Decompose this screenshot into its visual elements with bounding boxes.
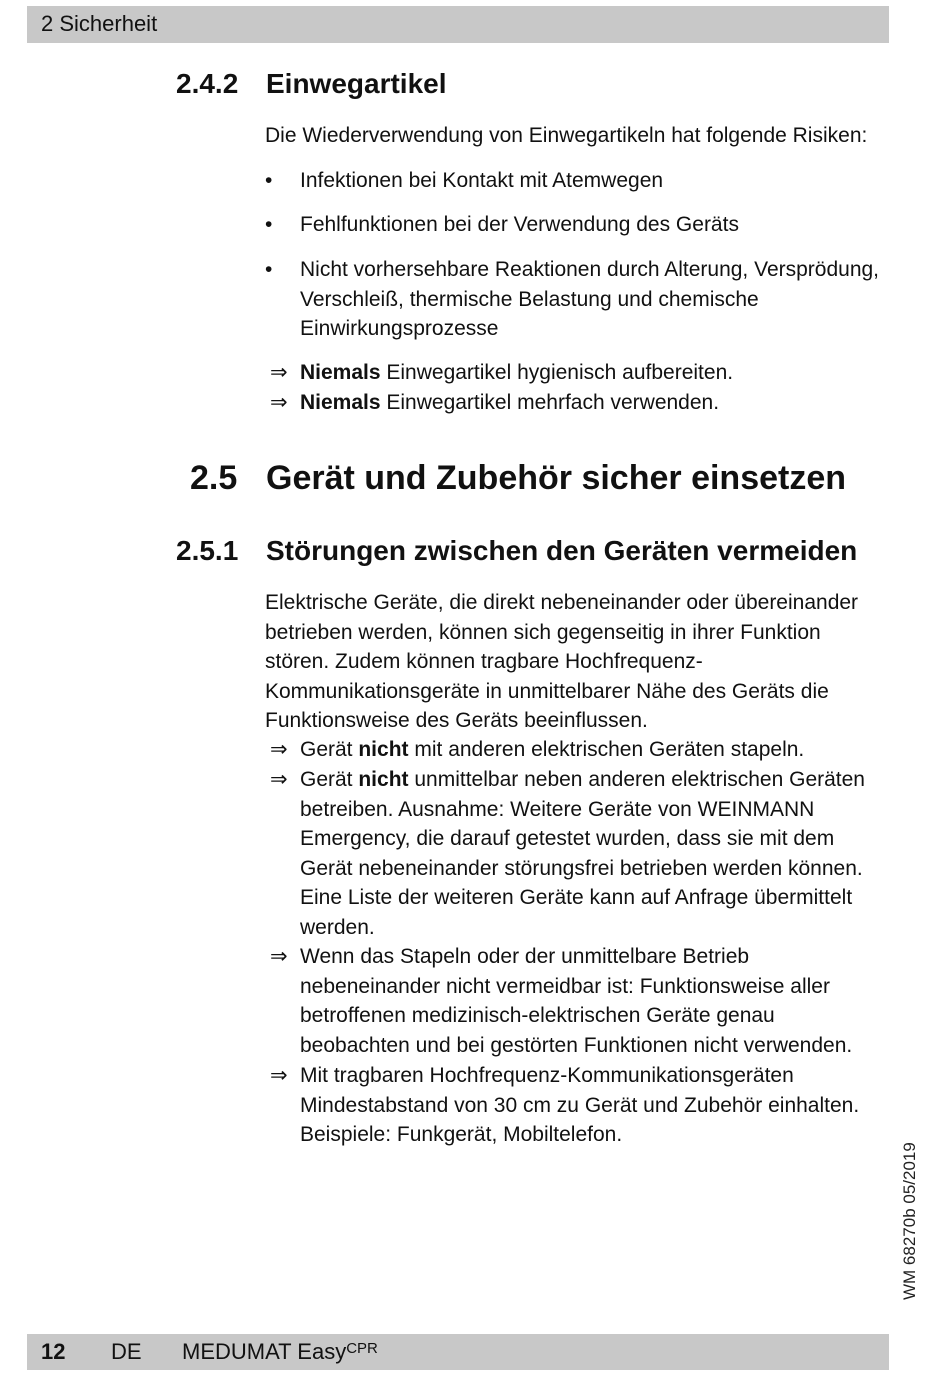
arrow-icon: ⇒ xyxy=(270,768,288,791)
arrow-icon: ⇒ xyxy=(270,1064,288,1087)
language-code: DE xyxy=(111,1339,142,1364)
arrow-icon: ⇒ xyxy=(270,361,288,384)
product-superscript: CPR xyxy=(346,1340,378,1357)
product-name: MEDUMAT Easy$^{CPR}$ xyxy=(182,1339,378,1364)
arrow-icon: ⇒ xyxy=(270,945,288,968)
bullet-icon: • xyxy=(265,213,273,236)
heading-title: Einwegartikel xyxy=(266,68,447,99)
document-code: WM 68270b 05/2019 xyxy=(900,1142,919,1300)
header-bar xyxy=(27,6,889,43)
heading-number: 2.5.1 xyxy=(176,535,239,566)
bullet-icon: • xyxy=(265,258,273,281)
header-section: 2 Sicherheit xyxy=(41,11,158,36)
heading-title: Störungen zwischen den Geräten vermeiden xyxy=(266,535,858,566)
heading-number: 2.4.2 xyxy=(176,68,239,99)
page-number: 12 xyxy=(41,1339,66,1364)
arrow-icon: ⇒ xyxy=(270,391,288,414)
bullet-icon: • xyxy=(265,169,273,192)
heading-number: 2.5 xyxy=(190,459,238,497)
heading-title: Gerät und Zubehör sicher einsetzen xyxy=(266,459,847,497)
arrow-icon: ⇒ xyxy=(270,738,288,761)
intro-paragraph: Elektrische Geräte, die direkt nebeneinander oder übereinander betrieben werden, können sich gegenseitig in ihrer Funktion stören. Zudem können tragbare Hochfrequenz-Kommunikationsgeräte in unmittelbarer Nähe des Geräts die Funktionsweise des Geräts beeinflussen. xyxy=(265,591,859,733)
intro-paragraph: Die Wiederverwendung von Einwegartikeln hat folgende Risiken: xyxy=(265,124,868,147)
footer-bar xyxy=(27,1334,889,1370)
